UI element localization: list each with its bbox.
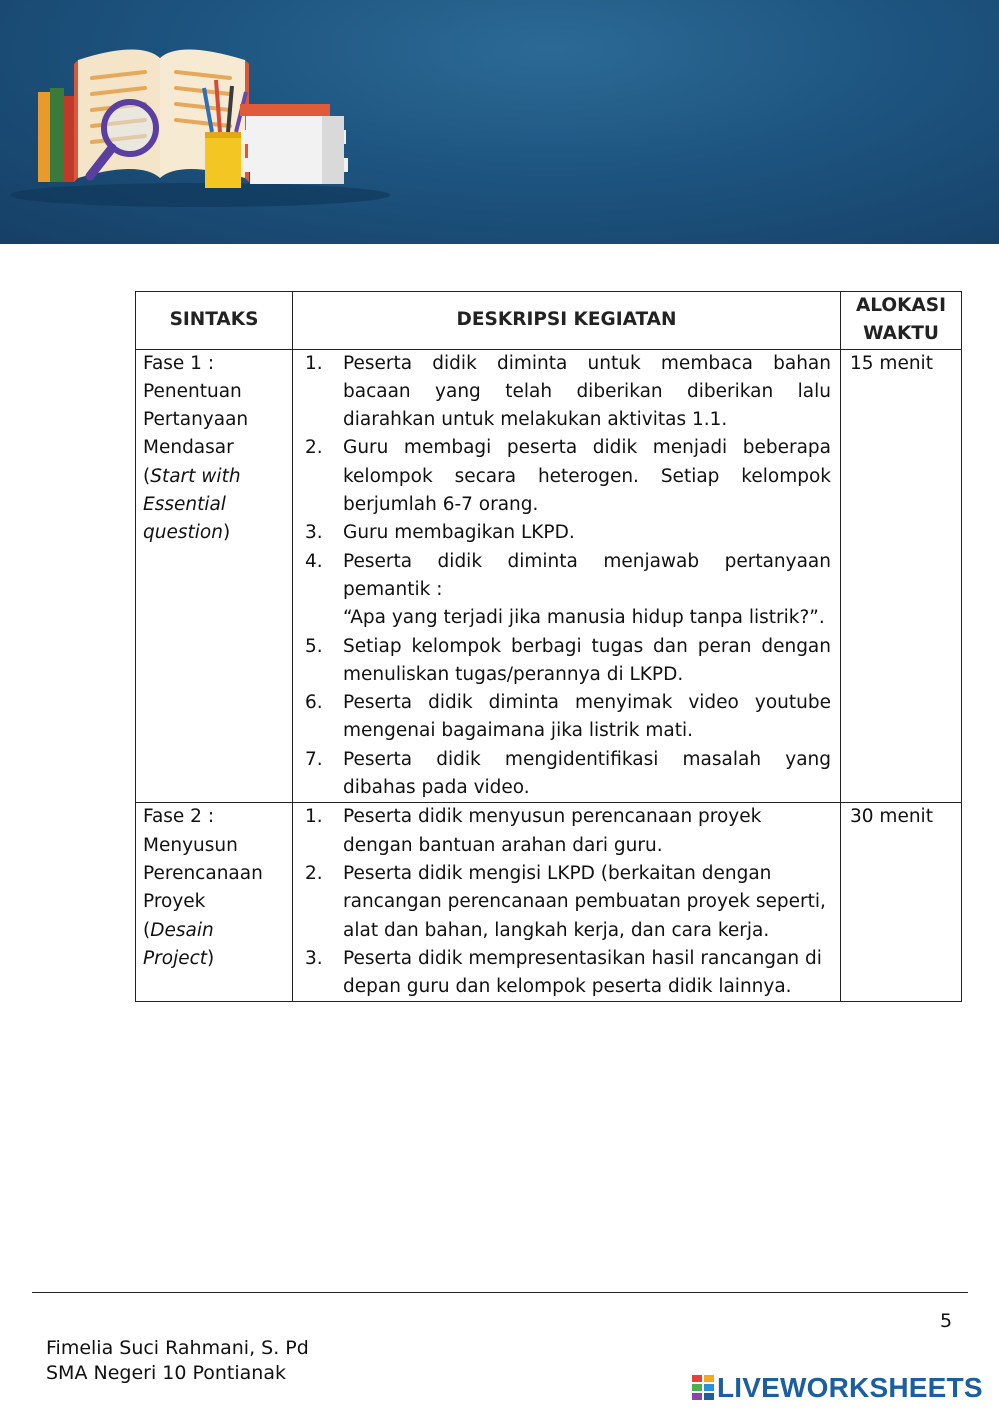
- books-magnifier-pencils-illustration: [0, 0, 999, 244]
- step-number: 6.: [305, 692, 323, 714]
- list-item: [293, 519, 831, 547]
- step-text: Setiap kelompok berbagi tugas dan peran dengan menuliskan tugas/perannya di LKPD.: [343, 635, 831, 685]
- phase-close-paren: ): [207, 947, 215, 969]
- list-item: [293, 434, 831, 519]
- step-number: 1.: [305, 352, 323, 374]
- lesson-activity-table: [135, 291, 962, 1002]
- step-number: 5.: [305, 635, 323, 657]
- step-number: 1.: [305, 806, 323, 828]
- header-description: DESKRIPSI KEGIATAN: [293, 292, 841, 350]
- header-allocation-line2: WAKTU: [863, 323, 939, 345]
- time-allocation-cell: 15 menit: [841, 349, 962, 803]
- step-number: 3.: [305, 947, 323, 969]
- table-row: [136, 803, 962, 1002]
- author-name: Fimelia Suci Rahmani, S. Pd: [46, 1337, 309, 1359]
- list-item: [293, 350, 831, 435]
- phase-open-paren: (: [143, 465, 151, 487]
- list-item: [293, 746, 831, 803]
- table-header-row: [136, 292, 962, 350]
- footer-divider: [32, 1292, 968, 1293]
- author-block: [46, 1336, 309, 1386]
- list-item: [293, 860, 831, 945]
- steps-list: [293, 803, 840, 1001]
- liveworksheets-logo-icon: [692, 1375, 714, 1401]
- page-number: 5: [940, 1310, 953, 1332]
- step-text: Peserta didik mengisi LKPD (berkaitan dengan rancangan perencanaan pembuatan proyek seperti, alat dan bahan, langkah kerja, dan cara kerja.: [343, 862, 826, 941]
- step-number: 2.: [305, 437, 323, 459]
- time-allocation-cell: 30 menit: [841, 803, 962, 1002]
- list-item: [293, 945, 831, 1002]
- step-text: Peserta didik diminta untuk membaca bahan bacaan yang telah diberikan diberikan lalu diarahkan untuk melakukan aktivitas 1.1.: [343, 352, 831, 431]
- phase-cell: [136, 349, 293, 803]
- step-number: 4.: [305, 550, 323, 572]
- step-text: Peserta didik diminta menjawab pertanyaan pemantik :: [343, 550, 831, 600]
- phase-close-paren: ): [222, 522, 231, 544]
- step-text: Peserta didik menyusun perencanaan proyek dengan bantuan arahan dari guru.: [343, 806, 762, 856]
- description-cell: [293, 803, 841, 1002]
- header-syntax: SINTAKS: [136, 292, 293, 350]
- list-item: [293, 689, 831, 746]
- phase-title: Penentuan Pertanyaan Mendasar: [143, 380, 249, 459]
- step-text: Peserta didik mengidentifikasi masalah yang dibahas pada video.: [343, 748, 831, 799]
- header-allocation: [841, 292, 962, 350]
- phase-italic-subtitle: Desain Project: [143, 919, 214, 969]
- step-number: 2.: [305, 862, 323, 884]
- list-item: [293, 548, 831, 633]
- step-text: Peserta didik mempresentasikan hasil rancangan di depan guru dan kelompok peserta didik lainnya.: [343, 947, 822, 998]
- table-row: [136, 349, 962, 803]
- list-item: [293, 803, 831, 860]
- phase-label: Fase 2 :: [143, 806, 215, 828]
- phase-italic-subtitle: Start with Essential question: [143, 465, 241, 544]
- header-allocation-line1: ALOKASI: [855, 295, 947, 316]
- steps-list: [293, 350, 840, 803]
- phase-open-paren: (: [143, 919, 151, 941]
- header-banner: [0, 0, 999, 244]
- step-text: Guru membagi peserta didik menjadi beberapa kelompok secara heterogen. Setiap kelompok berjumlah 6-7 orang.: [343, 437, 831, 516]
- step-text: Guru membagikan LKPD.: [343, 522, 575, 544]
- description-cell: [293, 349, 841, 803]
- liveworksheets-brand[interactable]: [692, 1372, 983, 1404]
- step-text: Peserta didik diminta menyimak video youtube mengenai bagaimana jika listrik mati.: [343, 692, 831, 742]
- step-number: 7.: [305, 748, 323, 770]
- phase-label: Fase 1 :: [143, 352, 215, 374]
- phase-cell: [136, 803, 293, 1002]
- phase-title: Menyusun Perencanaan Proyek: [143, 834, 263, 913]
- list-item: [293, 633, 831, 690]
- trigger-question: “Apa yang terjadi jika manusia hidup tanpa listrik?”.: [343, 607, 825, 629]
- school-name: SMA Negeri 10 Pontianak: [46, 1362, 286, 1384]
- step-number: 3.: [305, 522, 323, 544]
- liveworksheets-wordmark: LIVEWORKSHEETS: [717, 1372, 983, 1403]
